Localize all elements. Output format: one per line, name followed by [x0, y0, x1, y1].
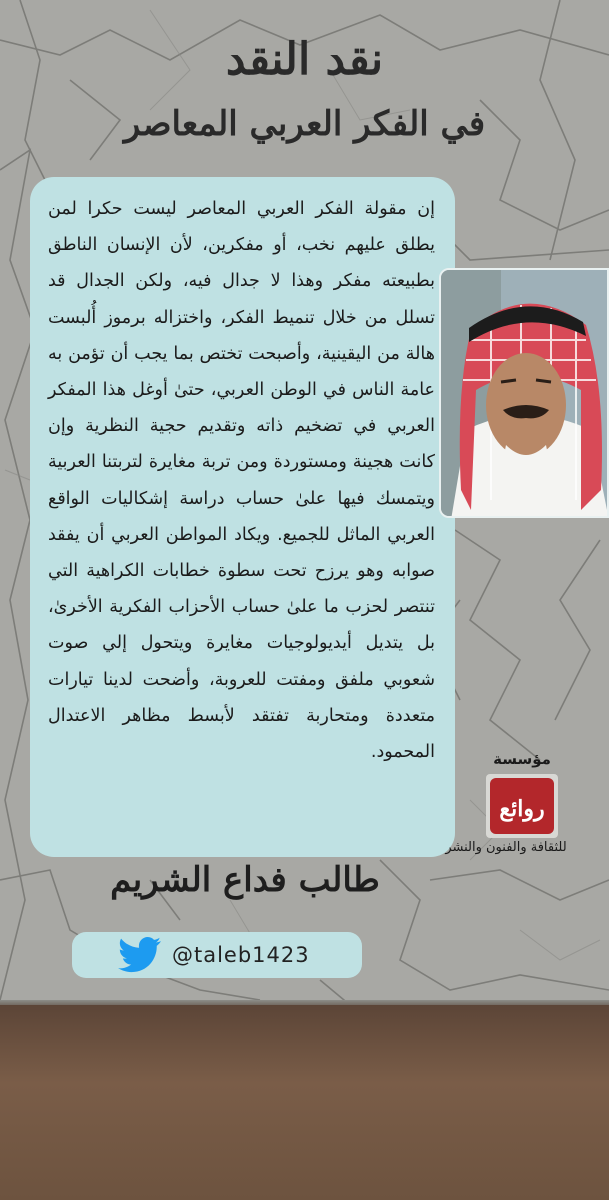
- author-name: طالب فداع الشريم: [110, 860, 380, 900]
- wooden-table-surface: [0, 1005, 609, 1200]
- publisher-logo-text: روائع: [499, 796, 545, 822]
- publisher-emblem: [486, 774, 558, 838]
- book-subtitle: في الفكر العربي المعاصر: [123, 104, 486, 144]
- twitter-bird-icon: [118, 937, 162, 973]
- twitter-handle-bar: [72, 932, 362, 978]
- publisher-name-top: مؤسسة: [493, 750, 551, 768]
- publisher-name-bottom: للثقافة والفنون والنشر: [445, 840, 567, 855]
- twitter-handle: @taleb1423: [172, 943, 310, 967]
- blurb-text: إن مقولة الفكر العربي المعاصر ليست حكرا لمن يطلق عليهم نخب، أو مفكرين، لأن الإنسان الناطق بطبيعته مفكر وهذا لا جدال فيه، ولكن الجدال قد تسلل من خلال تنميط الفكر، واختزاله برموز أُلبست هالة من اليقينية، وأصبحت تختص بما يجب أن تؤمن به عامة الناس في الوطن العربي، حتىٰ أوغل هذا المفكر العربي في تضخيم ذاته وتقديم حجية النظرية وإن كانت هجينة ومستوردة ومن تربة مغايرة لتربتنا العربية ويتمسك فيها علىٰ حساب دراسة إشكاليات الواقع العربي الماثل للجميع. ويكاد المواطن العربي أن يفقد صوابه وهو يرزح تحت سطوة خطابات الكراهية التي تنتصر لحزب ما علىٰ حساب الأحزاب الفكرية الأخرىٰ، بل يتديل أيديولوجيات مغايرة ويتحول إلي صوت شعوبي ملفق ومفتت للعروبة، وأضحت لدينا تيارات متعددة ومتحاربة تفتقد لأبسط مظاهر الاعتدال المحمود.: [30, 177, 455, 857]
- book-title: نقد النقد: [225, 34, 384, 85]
- publisher-logo: [445, 750, 574, 870]
- author-photo: [439, 268, 609, 518]
